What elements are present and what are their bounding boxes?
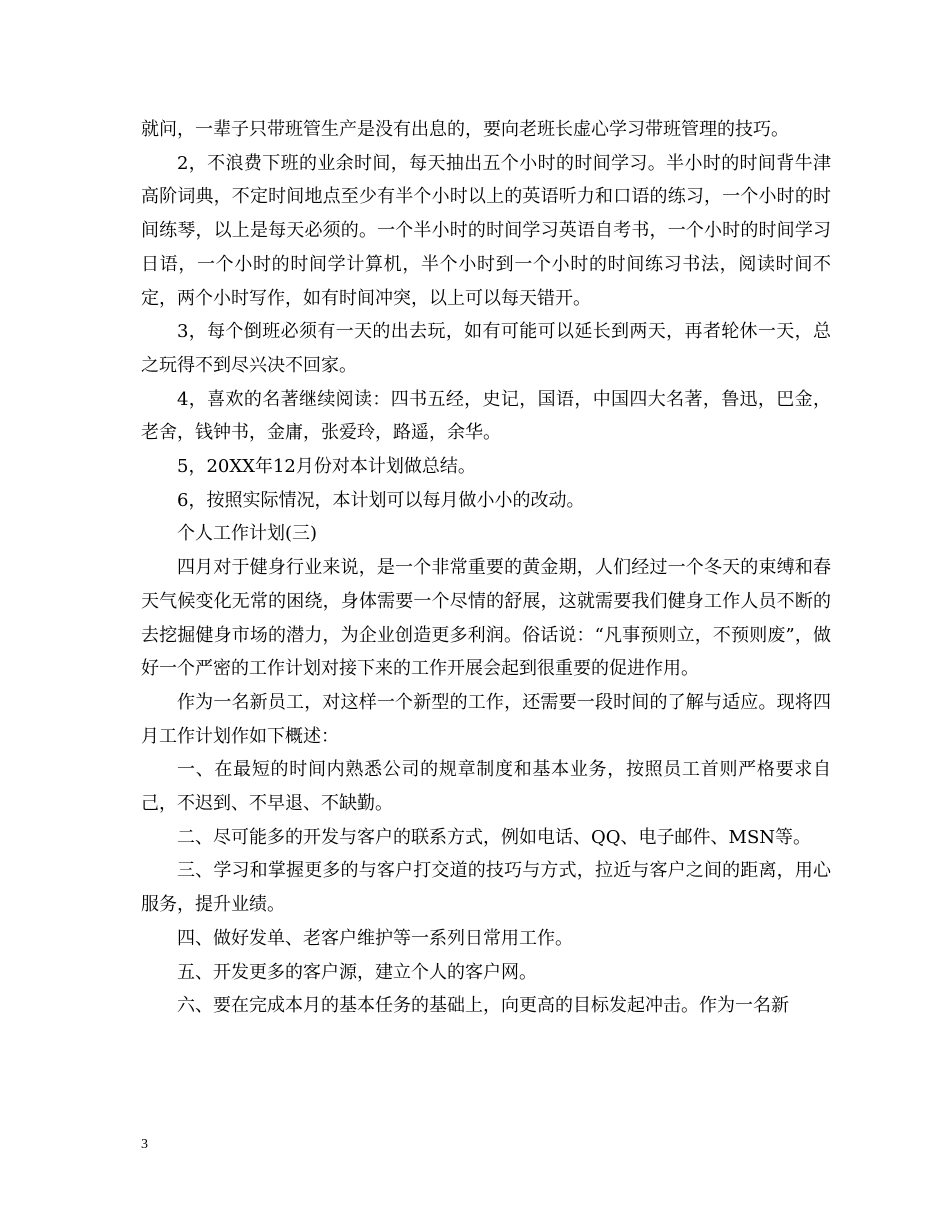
plan-item-5: 五、开发更多的客户源，建立个人的客户网。	[177, 961, 537, 983]
paragraph-item-3: 3，每个倒班必须有一天的出去玩，如有可能可以延长到两天，再者轮休一天，总之玩得不到尽兴决不回家。	[141, 321, 831, 376]
paragraph-item-6: 6，按照实际情况，本计划可以每月做小小的改动。	[177, 489, 585, 511]
plan-item-6: 六、要在完成本月的基本任务的基础上，向更高的目标发起冲击。作为一名新	[177, 995, 789, 1017]
plan-item-4: 四、做好发单、老客户维护等一系列日常用工作。	[177, 927, 573, 949]
plan-item-1: 一、在最短的时间内熟悉公司的规章制度和基本业务，按照员工首则严格要求自己，不迟到、不早退、不缺勤。	[141, 759, 831, 815]
paragraph-item-2: 2，不浪费下班的业余时间，每天抽出五个小时的时间学习。半小时的时间背牛津高阶词典，不定时间地点至少有半个小时以上的英语听力和口语的练习，一个小时的时间练琴，以上是每天必须的。一个半小时的时间学习英语自考书，一个小时的时间学习日语，一个小时的时间学计算机，半个小时到一个小时的时间练习书法，阅读时间不定，两个小时写作，如有时间冲突，以上可以每天错开。	[141, 152, 831, 309]
paragraph-continuation: 就问，一辈子只带班管生产是没有出息的，要向老班长虚心学习带班管理的技巧。	[141, 119, 789, 140]
paragraph-overview: 作为一名新员工，对这样一个新型的工作，还需要一段时间的了解与适应。现将四月工作计划作如下概述：	[141, 691, 831, 747]
paragraph-item-4: 4，喜欢的名著继续阅读：四书五经，史记，国语，中国四大名著，鲁迅，巴金，老舍，钱钟书，金庸，张爱玲，路遥，余华。	[141, 388, 831, 444]
section-heading: 个人工作计划(三)	[177, 523, 318, 545]
page-number: 3	[141, 1137, 148, 1152]
paragraph-intro: 四月对于健身行业来说，是一个非常重要的黄金期，人们经过一个冬天的束缚和春天气候变化无常的困绕，身体需要一个尽情的舒展，这就需要我们健身工作人员不断的去挖掘健身市场的潜力，为企业创造更多利润。俗话说：“凡事预则立，不预则废”，做好一个严密的工作计划对接下来的工作开展会起到很重要的促进作用。	[141, 557, 831, 680]
document-body	[141, 113, 831, 1023]
plan-item-2: 二、尽可能多的开发与客户的联系方式，例如电话、QQ、电子邮件、MSN等。	[177, 826, 812, 848]
paragraph-item-5: 5，20XX年12月份对本计划做总结。	[177, 456, 476, 478]
plan-item-3: 三、学习和掌握更多的与客户打交道的技巧与方式，拉近与客户之间的距离，用心服务，提升业绩。	[141, 860, 831, 916]
